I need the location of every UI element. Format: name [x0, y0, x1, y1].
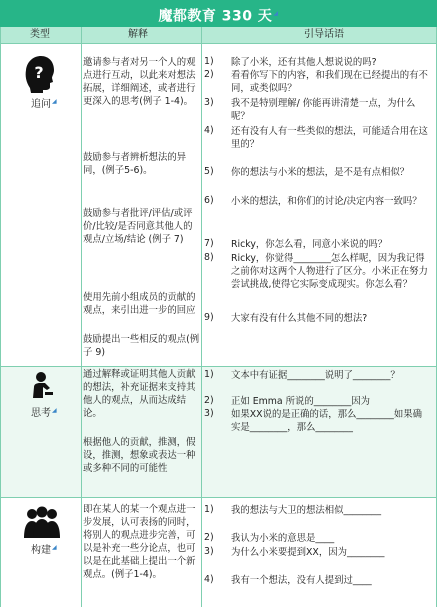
prompt-text: 正如 Emma 所说的________因为	[231, 396, 371, 407]
grid-line	[0, 27, 1, 607]
prompt-text: 我不是特别理解/ 你能再讲清楚一点，为什么呢？	[231, 98, 416, 122]
prompt-number: 2)	[204, 69, 214, 80]
edit-mark: ◢	[273, 10, 279, 17]
question-head-icon	[22, 54, 56, 94]
prompt-text: 除了小米，还有其他人想说说的吗?	[231, 57, 377, 68]
tag-label: 构建◢	[31, 543, 57, 556]
prompt-number: 9)	[204, 312, 214, 323]
tag-label: 追问◢	[31, 97, 57, 110]
prompt-number: 5)	[204, 166, 214, 177]
prompt-number: 3)	[204, 408, 214, 419]
prompt-number: 2)	[204, 532, 214, 543]
prompt-text: 大家有没有什么其他不同的想法?	[231, 313, 368, 324]
prompt-text: 文本中有证据________说明了________？	[231, 370, 400, 381]
header-guide: 引导话语	[304, 29, 344, 40]
explanation-text: 使用先前小组成员的贡献的观点，来引出进一步的回应	[83, 292, 196, 316]
prompt-text: 为什么小米要提到XX，因为________	[231, 547, 385, 558]
grid-line	[0, 497, 437, 498]
prompt-text: 我有一个想法，没有人提到过____	[231, 575, 372, 586]
prompt-number: 2)	[204, 395, 214, 406]
prompt-text: 我的想法与大卫的想法相似________	[231, 505, 382, 516]
prompt-number: 3)	[204, 546, 214, 557]
prompt-number: 4)	[204, 125, 214, 136]
prompt-number: 3)	[204, 97, 214, 108]
header-explain: 解释	[128, 29, 148, 40]
header-type: 类型	[30, 29, 50, 40]
grid-line	[81, 27, 82, 607]
prompt-text: 我认为小米的意思是____	[231, 533, 335, 544]
explanation-text: 根据他人的贡献，推测，假设，推测，想象或表达一种或多种不同的可能性	[83, 437, 196, 474]
tag-label: 思考◢	[31, 406, 57, 419]
prompt-number: 4)	[204, 574, 214, 585]
explanation-text: 鼓励参与者辨析想法的异同，(例子5-6)。	[83, 152, 187, 176]
prompt-number: 8)	[204, 252, 214, 263]
prompt-number: 1)	[204, 56, 214, 67]
explanation-text: 即在某人的某一个观点进一步发展，认可表扬的同时，将别人的观点进步完善，可以是补充一些分论点，也可以是在此基础上提出一个新观点。(例子1-4)。	[83, 504, 196, 580]
svg-text:?: ?	[34, 63, 44, 82]
explanation-text: 鼓励提出一些相反的观点(例子 9)	[83, 334, 200, 358]
grid-line	[0, 366, 437, 367]
prompt-number: 6)	[204, 195, 214, 206]
prompt-number: 1)	[204, 369, 214, 380]
prompt-text: Ricky，你怎么看，同意小米说的吗？	[231, 239, 388, 250]
thinking-person-icon	[30, 370, 56, 400]
prompt-text: 你的想法与小米的想法，是不是有点相似？	[231, 167, 410, 178]
prompt-text: 小米的想法，和你们的讨论/决定内容一致吗？	[231, 196, 422, 207]
grid-line	[201, 27, 202, 607]
grid-line	[0, 43, 437, 44]
prompt-text: 如果XX说的是正确的话，那么________如果确实是________，那么________	[231, 409, 422, 433]
explanation-text: 通过解释或证明其他人贡献的想法，补充证据来支持其他人的观点，从而达成结论。	[83, 369, 196, 419]
page-title: 魔都教育 330 天◢	[0, 0, 437, 27]
prompt-text: 还有没有人有一些类似的想法，可能适合用在这里的？	[231, 126, 428, 150]
explanation-text: 邀请参与者对另一个人的观点进行互动，以此来对想法拓展，详细阐述，或者进行更深入的思考(例子 1-4)。	[83, 57, 196, 107]
prompt-text: Ricky，你觉得________怎么样呢，因为我记得之前你对这两个人物进行了区分。小米正在努力尝试挑战,使得它实际变成现实。你怎么看？	[231, 253, 428, 290]
prompt-number: 7)	[204, 238, 214, 249]
prompt-number: 1)	[204, 504, 214, 515]
prompt-text: 看看你写下的内容，和我们现在已经提出的有不同，或类似吗？	[231, 70, 428, 94]
group-people-icon	[23, 505, 61, 539]
table-header	[0, 27, 437, 43]
explanation-text: 鼓励参与者批评/评估/或评价/比较/是否同意其他人的观点/立场/结论 (例子 7)	[83, 208, 193, 245]
